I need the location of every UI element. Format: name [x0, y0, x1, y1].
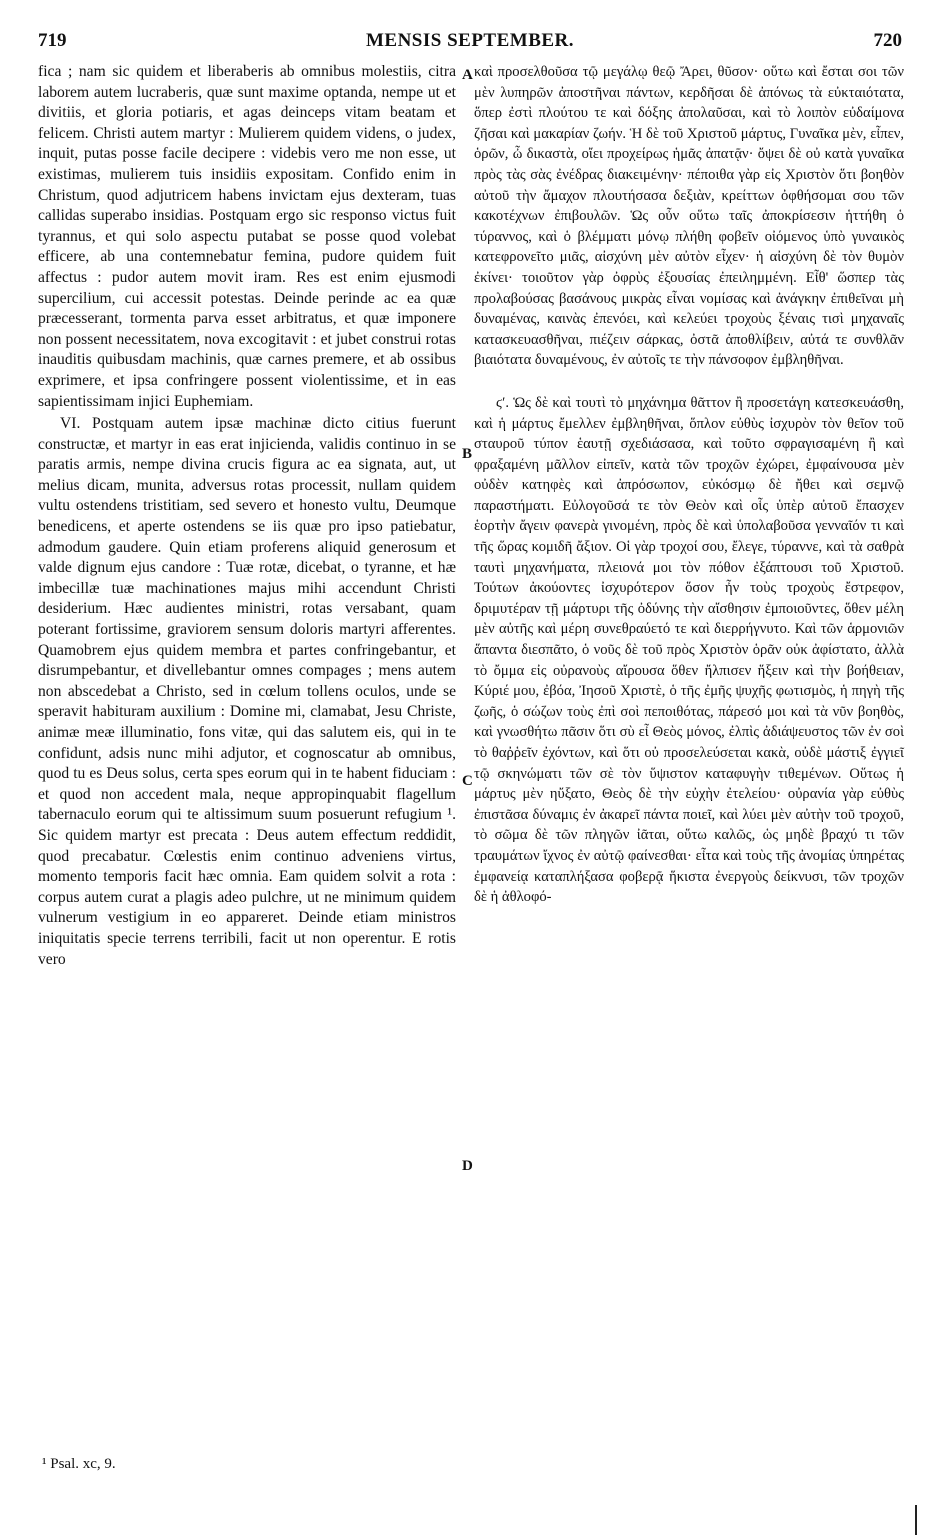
margin-letter-d: D — [462, 1158, 473, 1174]
page-header — [38, 30, 902, 60]
margin-letter-a: A — [462, 67, 473, 83]
edge-rule — [915, 1505, 917, 1535]
footnote: ¹ Psal. xc, 9. — [42, 1456, 116, 1472]
latin-section-vi: VI. Postquam autem ipsæ machinæ dicto citius fuerunt constructæ, et martyr in eas erat injicienda, validis continuo in se paratis armis, nempe divina crucis figura ac ea signata, aut, ut melius dicam, munita, adversus rotas processit, nullam quidem vultu ostendens tristitiam, sed severo et honesto vultu, Deumque benedicens, et aperte ostendens se iis quæ pro ipso patiebatur, admodum gaudere. Quin etiam proferens aliquid generosum et valde dignum ejus candore : Tuæ rotæ, dicebat, o tyranne, et hæ imbecillæ tuæ machinationes majus mihi accendunt Christi desiderium. Hæc audientes ministri, rotas versabant, quam poterant fortissime, graviorem sensum doloris martyri afferentes. Quamobrem ejus quidem membra et partes confringebantur, et disrumpebantur, et divellebantur omnes compages ; mens autem non abscedebat a Christo, sed in cœlum tollens oculos, unde se speravit habituram auxilium : Domine mi, clamabat, Jesu Christe, animæ meæ illuminatio, fons vitæ, qui das salutem eis, qui in te confidunt, adsis nunc mihi adjutor, et cognoscatur ab omnibus, quod tu es Deus solus, certa spes eorum qui in te habent fiduciam : et quod non accedent mala, neque appropinquabit flagellum tabernaculo eorum qui te altissimum suum posuerunt refugium ¹. Sic quidem martyr est precata : Deus autem effectum reddidit, quod precabatur. Cœlestis enim continuo adveniens virtus, momento temporis facit hæc omnia. Eam quidem solvit a rota : corpus autem curat a plagis adeo pulchre, ut ne minimum quidem vulnerum vestigium in eo appareret. Deinde etiam ministros iniquitatis specie terrens terribili, facit ut non operentur. E rotis vero — [38, 415, 456, 968]
greek-paragraph: καὶ προσελθοῦσα τῷ μεγάλῳ θεῷ Ἄρει, θῦσον· οὕτω καὶ ἔσται σοι τῶν μὲν λυπηρῶν ἀποστῆναι πάντων, κερδῆσαι δὲ ἀπόνως τὰ εὐκταιότατα, ὅπερ ἐστὶ πλούτου τε καὶ δόξης ἀπολαῦσαι, καὶ τὸ λοιπὸν εὐδαίμονα ζῆσαι καὶ μακαρίαν ζωήν. Ἡ δὲ τοῦ Χριστοῦ μάρτυς, Γυναῖκα μὲν, εἶπεν, ὁρῶν, ὦ δικαστὰ, οἴει προχείρως ἡμᾶς ἀπατᾷν· ὄψει δὲ οὐ κατὰ γυναῖκα πρὸς τὰς σὰς ἐνέδρας διακειμένην· πέποιθα γὰρ εἰς Χριστὸν ὅτι βοηθὸν αὐτοῦ τὴν ἄμαχον πλουτήσασα δεξιὰν, κρείττων ὀφθήσομαι σου τῶν κακοτέχνων ἐπιβουλῶν. Ὡς οὖν οὕτω ταῖς ἀποκρίσεσιν ἡττήθη ὁ τύραννος, καὶ ὁ βλέμματι μόνῳ πλήθη φοβεῖν οἰόμενος ὑπὸ γυναικὸς κατεφρονεῖτο μιᾶς, αἰσχύνη μὲν αὐτὸν εἶχεν· ἡ αἰσχύνη δὲ τὸν θυμὸν ἐκίνει· τοιοῦτον γὰρ ὀφρὺς ἐξουσίας ἐπειλημμένη. Εἶθ' ὥσπερ τὰς προλαβούσας βασάνους μικρὰς εἶναι νομίσας καὶ ἀνάγκην ἐπιθεῖναι μὴ δυναμένας, καινὰς ἐπενόει, καὶ κελεύει τροχοὺς ξέναις τισὶ μηχαναῖς κατασκευασθῆναι, πιέζειν σάρκας, ὀστᾶ ἀποθλίβειν, αὐτά τε συνθλᾶν βιαιότατα δυναμένους, ἐν αὐτοῖς τε τὴν πάνσοφον ἐμβληθῆναι. — [474, 64, 904, 369]
page-number-right: 720 — [873, 30, 902, 51]
greek-column — [474, 62, 904, 908]
margin-letter-b: B — [462, 446, 473, 462]
greek-section-6: ϛʹ. Ὡς δὲ καὶ τουτὶ τὸ μηχάνημα θᾶττον ἢ προσετάγη κατεσκευάσθη, καὶ ἡ μάρτυς ἔμελλεν ἐμβληθῆναι, ὅπλον εὐθὺς ἰσχυρὸν τὸν θεῖον τοῦ σταυροῦ τύπον ἑαυτῇ σχεδιάσασα, καὶ τοῦτο σφραγισαμένη ἢ καὶ φραξαμένη μᾶλλον εἰπεῖν, κατὰ τῶν τροχῶν ἐχώρει, ἐμφαίνουσα μὲν οὐδὲν κατηφὲς καὶ ἀπρόσωπον, εὐκόσμῳ δὲ ἤθει καὶ σεμνῷ παραστήματι. Εὐλογοῦσά τε τὸν Θεὸν καὶ οἷς ὑπὲρ αὐτοῦ ἔπασχεν ἑορτὴν ἄγειν φανερὰ γινομένη, πρὸς δὲ καὶ ὑπολαβοῦσα γενναῖόν τι καὶ τῆς ὥρας κομιδῆ ἄξιον. Οἱ γὰρ τροχοί σου, ἔλεγε, τύραννε, καὶ τὰ σαθρὰ ταυτὶ μηχανήματα, πλειονά μοι τὸν πόθον ἐξάπτουσι τοῦ Χριστοῦ. Τούτων ἀκούοντες ἰσχυρότερον ὅσον ἦν τοὺς τροχοὺς ἔστρεφον, δριμυτέραν τῇ μάρτυρι τῆς ὀδύνης τὴν αἴσθησιν ἐμποιοῦντες, ὅθεν μέλη μὲν αὐτῆς καὶ μέρη συνεθραύετό τε καὶ διερρήγνυτο. Καὶ τῶν ἁρμονιῶν ἅπαντα διεσπᾶτο, ὁ νοῦς δὲ τοῦ πρὸς Χριστὸν ὁρᾶν οὐκ ἀφίστατο, ἀλλὰ τὸ ὄμμα εἰς οὐρανοὺς αἴρουσα ὅθεν ἤλπισεν ἥξειν καὶ τὴν βοήθειαν, Κύριέ μου, ἐβόα, Ἰησοῦ Χριστὲ, ὁ τῆς ἐμῆς ψυχῆς φωτισμὸς, ἡ πηγὴ τῆς ζωῆς, ὁ σώζων τοὺς ἐπὶ σοὶ πεποιθότας, πάρεσό μοι καὶ τὰ νῦν βοηθὸς, καὶ γνωσθήτω πᾶσιν ὅτι σὺ εἶ Θεὸς μόνος, ἐλπὶς ἀδιάψευστος τῶν ἐν σοὶ τὸ θαῤῥεῖν ἐχόντων, καὶ ὅτι οὐ προσελεύσεται κακὰ, οὐδὲ μάστιξ ἐγγιεῖ τῷ σκηνώματι τῶν σὲ τὸν ὕψιστον καταφυγὴν τιθεμένων. Οὕτως ἡ μάρτυς μὲν ηὔξατο, Θεὸς δὲ τὴν εὐχὴν ἐτελείου· οὐρανία γὰρ εὐθὺς ἐπιστᾶσα δύναμις ἐν ἀκαρεῖ πάντα ποιεῖ, καὶ λύει μὲν αὐτὴν τοῦ τροχοῦ, τὸ σῶμα δὲ τῶν πληγῶν ἰᾶται, οὕτω καλῶς, ὡς μηδὲ βραχύ τι τῶν τραυμάτων ἴχνος ἐν αὐτῷ φαίνεσθαι· εἶτα καὶ τοὺς τῆς ἀνομίας ὑπηρέτας ἐμφανείᾳ καταπλήξασα φοβερᾷ ἥκιστα ἐνεργοὺς δείκνυσι, τῶν τροχῶν δὲ ἡ ἀθλοφό- — [474, 394, 904, 906]
margin-letter-c: C — [462, 773, 473, 789]
page-number-left: 719 — [38, 30, 67, 51]
latin-paragraph: fica ; nam sic quidem et liberaberis ab omnibus molestiis, citra laborem autem lucraberis, quæ sunt maxime optanda, nempe ut et divitiis, et gloria potiaris, et agas deinceps vitam beatam et felicem. Christi autem martyr : Mulierem quidem videns, o judex, inquit, putas posse facile decipere : videbis vero me non esse, ut existimas, mulierem tuis insidiis expositam. Confido enim in Christum, quod adjutricem habens invictam ejus dexteram, tuas callidas superabo insidias. Postquam ergo sic responso victus fuit tyrannus, et qui solo aspectu putabat se posse quod volebat efficere, ab una contemnebatur femina, pudore quidem fuit affectus : pudor autem movit iram. Res est enim ejusmodi supercilium, cui accessit potestas. Deinde perinde ac ea quæ præcesserant, tormenta parva esset arbitratus, et quæ imponere non possent necessitatem, nova excogitavit : et jubet construi rotas inauditis quibusdam machinis, quæ carnes premere, et ab ossibus exprimere, et ipsa confringere possent violentissime, et in eas sapientissimam injici Euphemiam. — [38, 63, 456, 410]
latin-column — [38, 62, 456, 970]
running-title: MENSIS SEPTEMBER. — [365, 30, 575, 51]
